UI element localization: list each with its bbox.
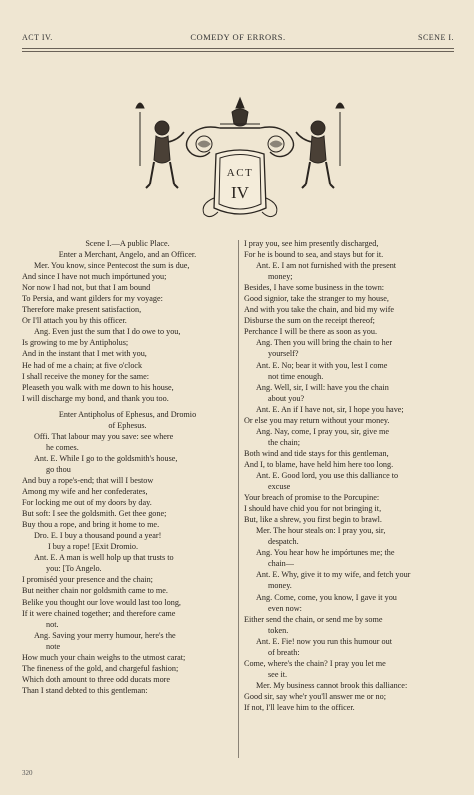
text-line: see it. (268, 669, 288, 679)
header-rule-double (22, 51, 454, 52)
text-line: even now: (268, 603, 302, 613)
text-line: But neither chain nor goldsmith came to me. (22, 586, 168, 596)
text-line: Mer. The hour steals on: I pray you, sir, (256, 526, 386, 536)
text-line: And buy a rope's-end; that will I bestow (22, 475, 154, 485)
text-line: not. (46, 619, 59, 629)
text-line: of Ephesus. (108, 420, 147, 430)
act-ornament (120, 88, 360, 230)
text-line: Come, where's the chain? I pray you let me (244, 658, 386, 668)
text-line: I pray you, see him presently discharged, (244, 239, 379, 248)
text-line: Ang. Saving your merry humour, here's the (34, 630, 176, 640)
text-line: Among my wife and her confederates, (22, 487, 148, 497)
text-line: he comes. (46, 442, 79, 452)
text-line: But, like a shrew, you first begin to brawl. (244, 515, 382, 525)
text-line: Good sir, say whe'r you'll answer me or no; (244, 691, 387, 701)
text-line: Ant. E. While I go to the goldsmith's house, (34, 453, 178, 463)
text-line: I buy a rope! [Exit Dromio. (48, 542, 139, 552)
text-line: money. (268, 581, 292, 591)
text-line: you: [To Angelo. (46, 564, 102, 574)
text-line: yourself? (268, 349, 299, 359)
text-line: Pleaseth you walk with me down to his house, (22, 382, 174, 392)
text-line: token. (268, 625, 289, 635)
right-column (244, 238, 454, 713)
ornament-act-number: IV (231, 183, 249, 202)
text-line: Ant. E. No; bear it with you, lest I come (256, 360, 388, 370)
text-line: I should have chid you for not bringing it, (244, 504, 382, 514)
text-line: If it were chained together; and therefore came (22, 608, 176, 618)
text-line: Belike you thought our love would last too long, (22, 597, 181, 607)
text-line: Ant. E. A man is well holp up that trusts to (34, 553, 174, 563)
text-line: Both wind and tide stays for this gentleman, (244, 448, 389, 458)
column-divider (238, 240, 239, 758)
text-line: chain— (268, 559, 294, 569)
text-line: For locking me out of my doors by day. (22, 498, 152, 508)
text-line: note (46, 641, 61, 651)
text-line: Good signior, take the stranger to my house, (244, 294, 389, 304)
left-column (22, 238, 233, 696)
text-line: Buy thou a rope, and bring it home to me. (22, 520, 160, 530)
text-line: Disburse the sum on the receipt thereof; (244, 316, 375, 326)
text-line: Ant. E. An if I have not, sir, I hope you have; (256, 404, 404, 414)
text-line: I will discharge my bond, and thank you too. (22, 393, 169, 403)
text-line: And with you take the chain, and bid my wife (244, 305, 395, 315)
text-line: Dro. E. I buy a thousand pound a year! (34, 531, 162, 541)
text-line: Ang. Even just the sum that I do owe to you, (34, 327, 181, 337)
ornament-act-word: ACT (226, 167, 254, 179)
text-line: I promiséd your presence and the chain; (22, 575, 153, 585)
text-line: the chain; (268, 437, 301, 447)
text-line: And I, to blame, have held him here too long. (244, 459, 394, 469)
text-line: For he is bound to sea, and stays but for it. (244, 250, 384, 260)
text-line: I shall receive the money for the same: (22, 371, 150, 381)
text-line: If not, I'll leave him to the officer. (244, 702, 355, 712)
text-line: about you? (268, 393, 305, 403)
text-line: not time enough. (268, 371, 324, 381)
text-line: go thou (46, 464, 71, 474)
text-line: Your breach of promise to the Porcupine: (244, 493, 380, 503)
text-line: To Persia, and want gilders for my voyage: (22, 294, 163, 304)
text-line: And since I have not much impórtuned you; (22, 272, 167, 282)
text-line: of breath: (268, 647, 300, 657)
text-line: Offi. That labour may you save: see where (34, 431, 174, 441)
text-line: Therefore make present satisfaction, (22, 305, 142, 315)
text-line: Ant. E. Why, give it to my wife, and fetch your (256, 570, 411, 580)
text-line: Ant. E. Fie! now you run this humour out (256, 636, 392, 646)
text-line: Which doth amount to three odd ducats more (22, 674, 171, 684)
text-line: Is growing to me by Antipholus; (22, 338, 129, 348)
text-line: And in the instant that I met with you, (22, 349, 147, 359)
text-line: Ang. Come, come, you know, I gave it you (256, 592, 397, 602)
text-line: Mer. You know, since Pentecost the sum is due, (34, 261, 190, 271)
text-line: Enter Antipholus of Ephesus, and Dromio (58, 409, 197, 419)
header-title: COMEDY OF ERRORS. (190, 32, 286, 42)
header-scene: SCENE I. (418, 33, 454, 42)
text-line: money; (268, 272, 293, 282)
text-line: Than I stand debted to this gentleman: (22, 685, 148, 695)
text-line: The fineness of the gold, and chargeful fashion; (22, 663, 179, 673)
text-line: Besides, I have some business in the town: (244, 283, 385, 293)
text-line: Ang. Nay, come, I pray you, sir, give me (256, 426, 390, 436)
text-line: Ang. You hear how he impórtunes me; the (256, 548, 395, 558)
text-line: How much your chain weighs to the utmost carat; (22, 652, 186, 662)
text-line: But soft: I see the goldsmith. Get thee gone; (22, 509, 167, 519)
text-line: Ant. E. Good lord, you use this dalliance to (256, 470, 399, 480)
text-line: Perchance I will be there as soon as you. (244, 327, 378, 337)
header-act: ACT IV. (22, 33, 53, 42)
text-line: Mer. My business cannot brook this dalliance: (256, 680, 408, 690)
text-line: Ang. Well, sir, I will: have you the chain (256, 382, 389, 392)
text-line: Or else you may return without your money. (244, 415, 390, 425)
page-number: 320 (22, 769, 33, 777)
text-line: excuse (268, 482, 291, 492)
text-line: Nor now I had not, but that I am bound (22, 283, 151, 293)
header-rule (22, 48, 454, 49)
text-line: despatch. (268, 537, 299, 547)
text-line: Ang. Then you will bring the chain to her (256, 338, 393, 348)
text-line: Ant. E. I am not furnished with the present (256, 261, 397, 271)
text-line: Either send the chain, or send me by some (244, 614, 383, 624)
text-line: He had of me a chain; at five o'clock (22, 360, 143, 370)
text-line: Enter a Merchant, Angelo, and an Officer. (58, 250, 197, 260)
text-line: Or I'll attach you by this officer. (22, 316, 127, 326)
text-line: Scene I.—A public Place. (85, 239, 170, 248)
